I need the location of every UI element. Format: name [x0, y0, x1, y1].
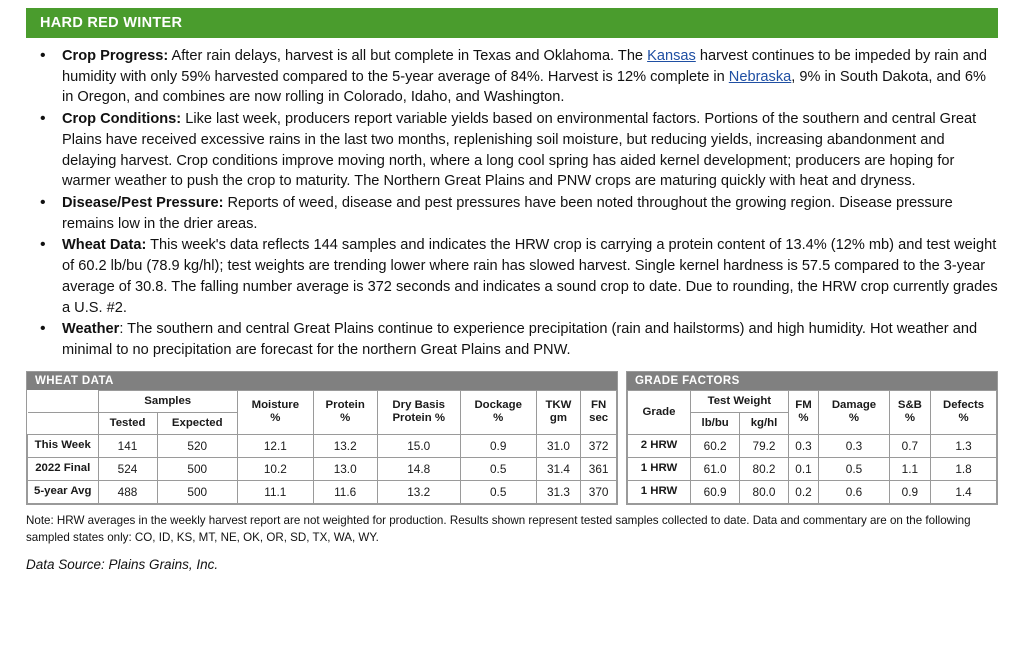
row-label-2022-final: 2022 Final	[28, 458, 99, 481]
col-header-sb-unit: %	[904, 412, 915, 425]
cell-test-weight-lb-bu: 60.2	[691, 435, 740, 458]
col-header-expected: Expected	[157, 412, 237, 434]
col-header-dockage	[460, 390, 536, 434]
bullet-lead-label: Wheat Data:	[62, 237, 147, 254]
col-header-tested: Tested	[98, 412, 157, 434]
col-header-sb	[889, 390, 930, 434]
list-item	[26, 319, 998, 360]
cell-dockage: 0.9	[460, 435, 536, 458]
col-header-fm-label: FM	[795, 399, 812, 412]
cell-expected: 500	[157, 481, 237, 504]
table-row	[28, 458, 617, 481]
cell-tested: 141	[98, 435, 157, 458]
list-item	[26, 235, 998, 318]
cell-damage: 0.3	[819, 435, 889, 458]
table-row	[628, 458, 997, 481]
table-header-row	[28, 390, 617, 412]
bullet-body: This week's data reflects 144 samples and indicates the HRW crop is carrying a protein content of 13.4% (12% mb) and test weight of 60.2 lb/bu (78.9 kg/hl); test weights are trending lower where rain has slowed harvest. Single kernel hardness is 57.5 compared to the 3-year average of 30.8. The falling number average is 372 seconds and indicates a sound crop to date. Due to rounding, the HRW crop currently grades a U.S. #2.	[62, 237, 998, 316]
col-header-damage-unit: %	[848, 412, 860, 425]
col-header-protein-unit: %	[340, 412, 351, 425]
col-header-kg-hl: kg/hl	[740, 412, 788, 434]
bullet-body: After rain delays, harvest is all but complete in Texas and Oklahoma. The Kansas harvest continues to be impeded by rain and humidity with only 59% harvested compared to the 5-year average of 84%. Harvest is 12% complete in Nebraska, 9% in South Dakota, and 6% in Oregon, and combines are now rolling in Colorado, Idaho, and Washington.	[62, 48, 988, 106]
table-note: Note: HRW averages in the weekly harvest report are not weighted for production. Results shown represent tested samples collected to date. Data and commentary are on the following sampled states only: CO, ID, KS, MT, NE, OK, OR, SD, TX, WA, WY.	[26, 514, 971, 544]
data-tables-row	[26, 371, 998, 505]
grade-factors-table-head	[628, 390, 997, 434]
col-header-fn-unit: sec	[589, 412, 609, 425]
row-label-this-week: This Week	[28, 435, 99, 458]
cell-tkw: 31.0	[536, 435, 581, 458]
bullet-body: Reports of weed, disease and pest pressures have been noted throughout the growing region. Disease pressure remains low in the drier areas.	[62, 195, 953, 232]
table-row	[628, 481, 997, 504]
cell-fn: 370	[581, 481, 617, 504]
col-header-dockage-unit: %	[493, 412, 504, 425]
cell-tkw: 31.3	[536, 481, 581, 504]
cell-moisture: 10.2	[237, 458, 313, 481]
col-header-grade: Grade	[628, 390, 691, 434]
col-header-defects-unit: %	[958, 412, 969, 425]
cell-defects: 1.3	[931, 435, 997, 458]
wheat-data-table	[27, 390, 617, 504]
wheat-data-table-head	[28, 390, 617, 434]
cell-dry-basis-protein: 15.0	[377, 435, 460, 458]
samples-group-header: Samples	[98, 390, 237, 412]
bullet-lead-label: Crop Conditions:	[62, 111, 182, 128]
cell-sb: 0.9	[889, 481, 930, 504]
cell-grade: 1 HRW	[628, 481, 691, 504]
cell-expected: 500	[157, 458, 237, 481]
cell-sb: 1.1	[889, 458, 930, 481]
cell-damage: 0.5	[819, 458, 889, 481]
wheat-row-label-subheader	[28, 412, 99, 434]
data-source-line: Data Source: Plains Grains, Inc.	[26, 556, 219, 572]
table-header-row	[628, 390, 997, 412]
col-header-fn-label: FN	[591, 399, 607, 412]
cell-test-weight-kg-hl: 79.2	[740, 435, 788, 458]
cell-dry-basis-protein: 13.2	[377, 481, 460, 504]
wheat-data-table-title: WHEAT DATA	[27, 372, 617, 390]
inline-link[interactable]: Kansas	[647, 48, 696, 64]
table-row	[628, 435, 997, 458]
cell-grade: 2 HRW	[628, 435, 691, 458]
cell-fm: 0.2	[788, 481, 819, 504]
col-header-moisture-unit: %	[270, 412, 281, 425]
cell-tkw: 31.4	[536, 458, 581, 481]
cell-protein: 11.6	[313, 481, 377, 504]
wheat-data-table-container	[26, 371, 618, 505]
col-header-moisture	[237, 390, 313, 434]
bullet-lead-label: Crop Progress:	[62, 48, 169, 64]
cell-moisture: 11.1	[237, 481, 313, 504]
bullet-lead-label: Weather	[62, 321, 120, 338]
cell-dockage: 0.5	[460, 481, 536, 504]
grade-factors-table-container	[626, 371, 998, 505]
bullet-body: : The southern and central Great Plains continue to experience precipitation (rain and hailstorms) and high humidity. Hot weather and minimal to no precipitation are forecast for the northern Great Plains and PNW.	[62, 321, 978, 359]
cell-fn: 372	[581, 435, 617, 458]
col-header-sb-label: S&B	[897, 399, 922, 412]
cell-dry-basis-protein: 14.8	[377, 458, 460, 481]
cell-fm: 0.3	[788, 435, 819, 458]
grade-factors-table-title: GRADE FACTORS	[627, 372, 997, 390]
col-header-tkw-label: TKW	[545, 399, 572, 412]
table-row	[28, 481, 617, 504]
cell-defects: 1.4	[931, 481, 997, 504]
col-header-fn	[581, 390, 617, 434]
cell-test-weight-kg-hl: 80.2	[740, 458, 788, 481]
cell-damage: 0.6	[819, 481, 889, 504]
cell-sb: 0.7	[889, 435, 930, 458]
wheat-data-table-body	[28, 435, 617, 504]
cell-defects: 1.8	[931, 458, 997, 481]
test-weight-group-header: Test Weight	[691, 390, 789, 412]
cell-expected: 520	[157, 435, 237, 458]
col-header-lb-bu: lb/bu	[691, 412, 740, 434]
cell-tested: 488	[98, 481, 157, 504]
list-item	[26, 193, 998, 234]
cell-fm: 0.1	[788, 458, 819, 481]
col-header-fm-unit: %	[798, 412, 809, 425]
wheat-row-label-header	[28, 390, 99, 412]
grade-factors-table-body	[628, 435, 997, 504]
cell-fn: 361	[581, 458, 617, 481]
table-row	[28, 435, 617, 458]
cell-tested: 524	[98, 458, 157, 481]
commentary-bullet-list	[26, 46, 998, 361]
col-header-dry-basis-protein	[377, 390, 460, 434]
bullet-lead-label: Disease/Pest Pressure:	[62, 195, 224, 212]
row-label-5-year-avg: 5-year Avg	[28, 481, 99, 504]
list-item	[26, 46, 998, 108]
col-header-dry-basis-label: Dry Basis	[392, 399, 445, 412]
col-header-moisture-label: Moisture	[251, 399, 300, 412]
cell-protein: 13.0	[313, 458, 377, 481]
cell-dockage: 0.5	[460, 458, 536, 481]
cell-test-weight-kg-hl: 80.0	[740, 481, 788, 504]
col-header-dockage-label: Dockage	[474, 399, 522, 412]
cell-moisture: 12.1	[237, 435, 313, 458]
cell-test-weight-lb-bu: 61.0	[691, 458, 740, 481]
bullet-body: Like last week, producers report variable yields based on environmental factors. Portions of the southern and central Great Plains have received excessive rains in the last two months, replenishing soil moisture, but reducing yields, increasing abandonment and delaying harvest. Crop conditions improve moving north, where a long cool spring has aided kernel development; producers are hoping for warmer weather to push the crop to maturity. The Northern Great Plains and PNW crops are maturing quickly with heat and dryness.	[62, 111, 977, 190]
inline-link[interactable]: Nebraska	[728, 68, 792, 85]
col-header-defects	[931, 390, 997, 434]
col-header-protein	[313, 390, 377, 434]
cell-test-weight-lb-bu: 60.9	[691, 481, 740, 504]
grade-factors-table	[627, 390, 997, 504]
section-banner: HARD RED WINTER	[26, 8, 998, 38]
col-header-dry-basis-unit: Protein %	[392, 412, 445, 425]
col-header-fm	[788, 390, 819, 434]
list-item	[26, 109, 998, 192]
cell-protein: 13.2	[313, 435, 377, 458]
col-header-tkw-unit: gm	[549, 412, 567, 425]
col-header-tkw	[536, 390, 581, 434]
col-header-damage-label: Damage	[831, 399, 877, 412]
col-header-damage	[819, 390, 889, 434]
col-header-protein-label: Protein	[325, 399, 365, 412]
col-header-defects-label: Defects	[942, 399, 985, 412]
cell-grade: 1 HRW	[628, 458, 691, 481]
